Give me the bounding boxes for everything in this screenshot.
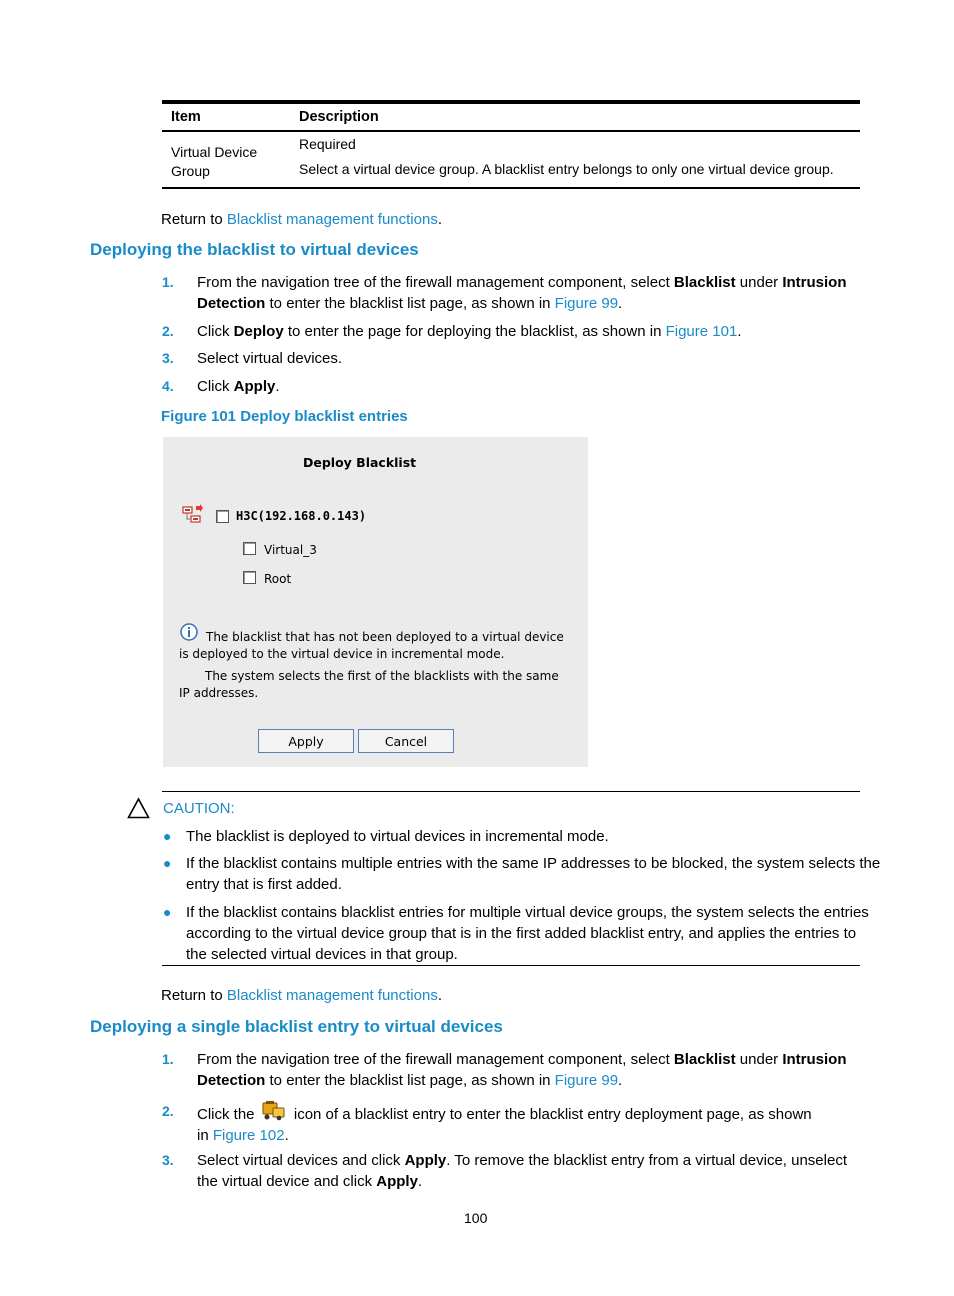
info-icon [179,623,199,641]
text: icon of a blacklist entry to enter the blacklist entry deployment page, as shown [289,1106,812,1123]
table-row [162,132,860,187]
text: Click the [197,1106,259,1123]
virtual-device-label: Root [264,572,292,586]
bullet-line: The blacklist is deployed to virtual devices in incremental mode. [186,828,609,845]
text: under [735,274,783,291]
step-number: 1. [162,274,174,290]
text: . [284,1127,289,1144]
bold-text: Detection [197,295,266,312]
text: under [735,1051,783,1068]
section-heading: Deploying the blacklist to virtual devices [90,240,419,259]
bullet-line: If the blacklist contains multiple entries with the same IP addresses to be blocked, the system selects the [186,855,881,872]
desc-line: Select a virtual device group. A blacklist entry belongs to only one virtual device group. [299,161,834,177]
text: in [197,1127,213,1144]
step-number: 1. [162,1051,174,1067]
item-line: Virtual Device [171,144,258,160]
text: Click [197,323,234,340]
caution-bullet [186,853,881,895]
deploy-blacklist-screenshot [163,437,588,767]
bold-text: Apply [233,378,276,395]
step-text [197,321,865,342]
deploy-entry-icon[interactable] [261,1101,287,1121]
return-suffix: . [437,987,442,1004]
blacklist-management-link[interactable]: Blacklist management functions [226,987,438,1004]
page-number: 100 [464,1210,488,1226]
caution-bullet [186,826,862,847]
device-tree-icon[interactable] [182,504,204,526]
section-heading: Deploying a single blacklist entry to virtual devices [90,1017,503,1036]
figure-caption: Figure 101 Deploy blacklist entries [161,408,408,425]
bold-text: Blacklist [673,274,736,291]
bullet-dot: ● [163,828,172,844]
bold-text: Deploy [233,323,284,340]
return-prefix: Return to [161,211,227,228]
table-cell-description [299,132,860,187]
return-prefix: Return to [161,987,227,1004]
bullet-line: according to the virtual device group that is in the first added blacklist entry, and applies the entries to [186,925,857,942]
text: . [618,1072,623,1089]
info-line: The system selects the first of the blacklists with the same [205,669,559,683]
table-header-item: Item [171,109,201,125]
bullet-line: If the blacklist contains blacklist entries for multiple virtual device groups, the system selects the entries [186,904,869,921]
text: Select virtual devices. [197,350,343,367]
text: . [275,378,280,395]
table-cell-item [162,139,299,187]
device-checkbox[interactable] [216,510,229,523]
info-line: The blacklist that has not been deployed to a virtual device [206,630,564,644]
bold-text: Apply [404,1152,447,1169]
bold-text: Detection [197,1072,266,1089]
return-line [161,209,442,230]
bold-text: Apply [376,1173,418,1190]
caution-icon [127,797,150,819]
desc-line: Required [299,136,356,152]
cancel-button[interactable]: Cancel [358,729,454,753]
step-text [197,348,865,369]
bullet-line: the selected virtual devices in that group. [186,946,458,963]
figure-102-link[interactable]: Figure 102 [212,1127,285,1144]
info-line: is deployed to the virtual device in incremental mode. [179,647,505,661]
text: Click [197,378,234,395]
text: From the navigation tree of the firewall management component, select [197,1051,674,1068]
virtual-device-label: Virtual_3 [264,543,317,557]
text: to enter the page for deploying the blacklist, as shown in [283,323,666,340]
bullet-dot: ● [163,904,172,920]
caution-label: CAUTION: [163,800,235,817]
step-number: 3. [162,1152,174,1168]
table-header-row [162,104,860,130]
table-bottom-rule [162,187,860,189]
bold-text: Intrusion [782,274,847,291]
text: . [618,295,623,312]
device-label: H3C(192.168.0.143) [236,509,367,523]
bold-text: Intrusion [782,1051,847,1068]
step-number: 2. [162,1103,174,1119]
text: the virtual device and click [197,1173,377,1190]
blacklist-management-link[interactable]: Blacklist management functions [226,211,438,228]
step-text [197,1101,865,1146]
root-checkbox[interactable] [243,571,256,584]
bullet-line: entry that is first added. [186,876,342,893]
text: . [737,323,742,340]
text: to enter the blacklist list page, as shown in [265,295,555,312]
bullet-dot: ● [163,855,172,871]
figure-101-link[interactable]: Figure 101 [665,323,738,340]
info-line: IP addresses. [179,686,259,700]
item-line: Group [171,163,210,179]
virtual-3-checkbox[interactable] [243,542,256,555]
parameter-table [162,100,860,189]
text: to enter the blacklist list page, as shown in [265,1072,555,1089]
text: Select virtual devices and click [197,1152,405,1169]
figure-99-link[interactable]: Figure 99 [554,295,619,312]
step-number: 4. [162,378,174,394]
text: From the navigation tree of the firewall management component, select [197,274,674,291]
caution-top-rule [162,791,860,792]
step-text [197,1150,865,1192]
bold-text: Blacklist [673,1051,736,1068]
text: . [417,1173,423,1190]
caution-bullet [186,902,869,965]
return-line [161,985,442,1006]
step-text [197,1049,865,1091]
step-number: 2. [162,323,174,339]
step-text [197,376,865,397]
caution-bottom-rule [162,965,860,966]
step-number: 3. [162,350,174,366]
return-suffix: . [437,211,442,228]
table-header-description: Description [299,109,379,125]
figure-99-link[interactable]: Figure 99 [554,1072,619,1089]
apply-button[interactable]: Apply [258,729,354,753]
step-text [197,272,865,314]
text: . To remove the blacklist entry from a virtual device, unselect [446,1152,847,1169]
dialog-title: Deploy Blacklist [303,455,417,470]
